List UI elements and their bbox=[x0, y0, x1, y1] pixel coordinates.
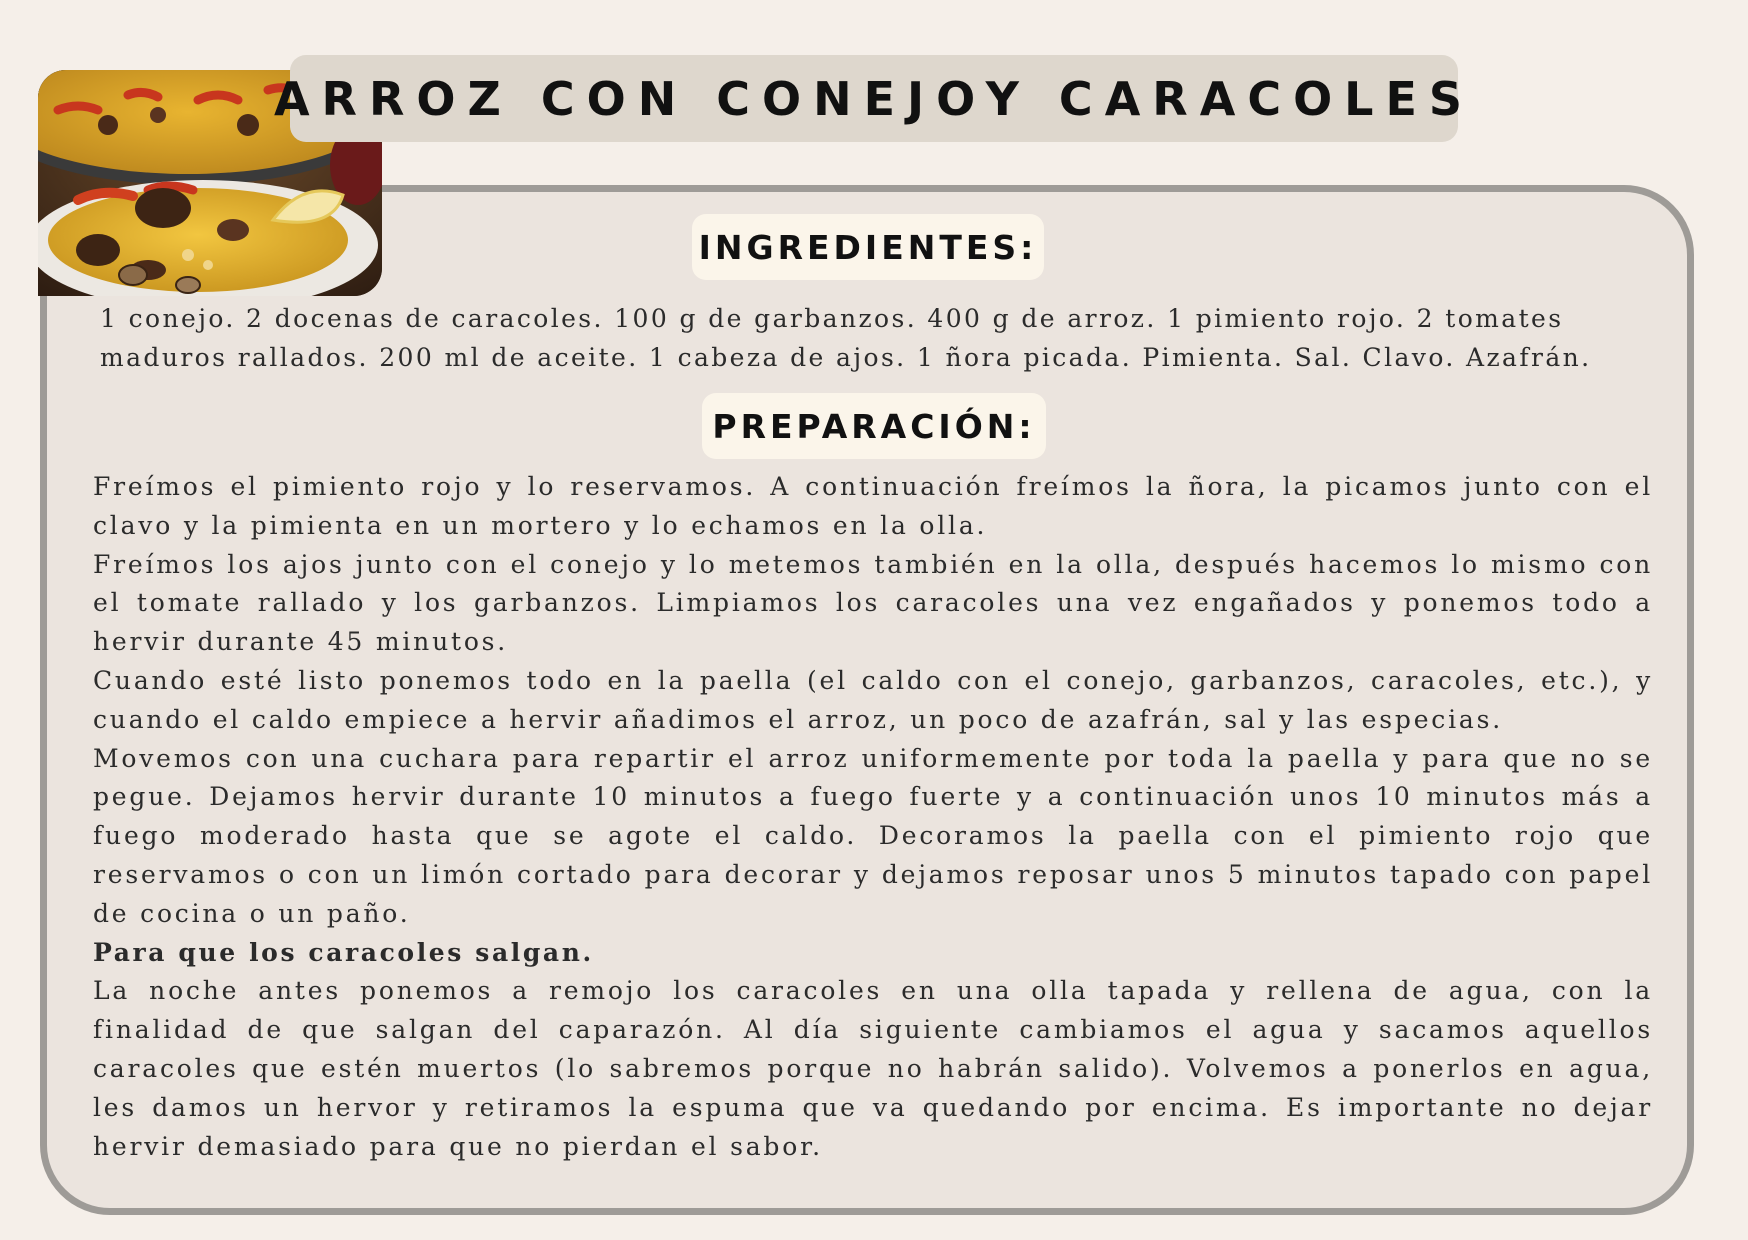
recipe-title: ARROZ CON CONEJOY CARACOLES bbox=[290, 55, 1458, 142]
preparation-paragraph: Cuando esté listo ponemos todo en la paella (el caldo con el conejo, garbanzos, caracoles, etc.), y cuando el caldo empiece a hervir añadimos el arroz, un poco de azafrán, sal y las especias. bbox=[93, 665, 1653, 734]
preparation-paragraph: Movemos con una cuchara para repartir el arroz uniformemente por toda la paella y para que no se pegue. Dejamos hervir durante 10 minutos a fuego fuerte y a continuación unos 10 minutos más a fuego moderado hasta que se agote el caldo. Decoramos la paella con el pimiento rojo que reservamos o con un limón cortado para decorar y dejamos reposar unos 5 minutos tapado con papel de cocina o un paño. bbox=[93, 743, 1653, 928]
preparation-paragraph: La noche antes ponemos a remojo los caracoles en una olla tapada y rellena de agua, con la finalidad de que salgan del caparazón. Al día siguiente cambiamos el agua y sacamos aquellos caracoles que estén muertos (lo sabremos porque no habrán salido). Volvemos a ponerlos en agua, les damos un hervor y retiramos la espuma que va quedando por encima. Es importante no dejar hervir demasiado para que no pierdan el sabor. bbox=[93, 976, 1653, 1161]
preparation-paragraph: Freímos el pimiento rojo y lo reservamos. A continuación freímos la ñora, la picamos junto con el clavo y la pimienta en un mortero y lo echamos en la olla. bbox=[93, 472, 1653, 540]
preparation-heading: PREPARACIÓN: bbox=[702, 393, 1046, 459]
ingredients-line: 1 conejo. 2 docenas de caracoles. 100 g de garbanzos. 400 g de arroz. 1 pimiento rojo. 2 tomates bbox=[100, 304, 1564, 333]
snails-subheading: Para que los caracoles salgan. bbox=[93, 937, 594, 967]
preparation-text bbox=[93, 468, 1653, 1166]
preparation-paragraph: Freímos los ajos junto con el conejo y lo metemos también en la olla, después hacemos lo mismo con el tomate rallado y los garbanzos. Limpiamos los caracoles una vez engañados y ponemos todo a hervir durante 45 minutos. bbox=[93, 549, 1653, 657]
ingredients-list bbox=[100, 299, 1660, 377]
ingredients-heading: INGREDIENTES: bbox=[692, 214, 1044, 280]
ingredients-line: maduros rallados. 200 ml de aceite. 1 cabeza de ajos. 1 ñora picada. Pimienta. Sal. Clavo. Azafrán. bbox=[100, 343, 1592, 372]
